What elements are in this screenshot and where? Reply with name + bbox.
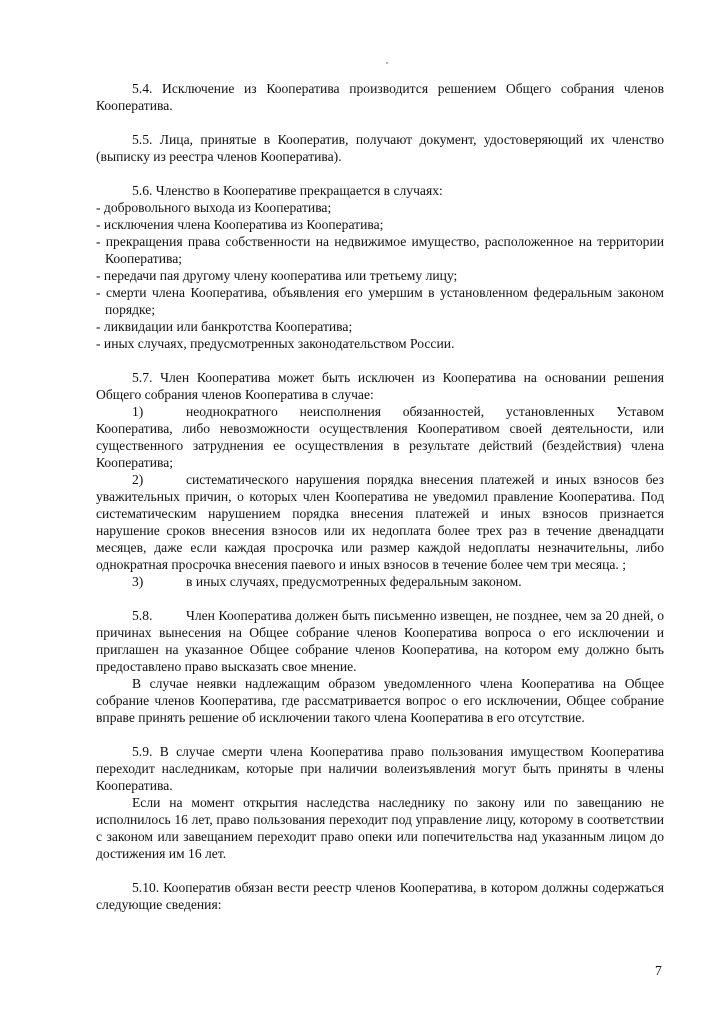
item-text: систематического нарушения порядка внесения платежей и иных взносов без уважительных причин, о которых член Кооператива не уведомил правление Кооператива. Под систематическим нарушением порядка внесения платежей и иных взносов признается нарушение сроков внесения взносов или их недоплата более трех раз в течение двенадцати месяцев, даже если каждая просрочка или размер каждой недоплаты незначительны, либо однократная просрочка внесения паевого и иных взносов в течение более чем три месяца. ;: [96, 472, 664, 572]
item-number: 2): [132, 472, 144, 487]
list-item: - передачи пая другому члену кооператива или третьему лицу;: [96, 268, 458, 283]
clause-5-9: 5.9. В случае смерти члена Кооператива право пользования имуществом Кооператива переходит наследникам, которые при наличии волеизъявления могут быть приняты в члены Кооператива.: [96, 744, 664, 793]
clause-5-9-b: Если на момент открытия наследства наследнику по закону или по завещанию не исполнилось 16 лет, право пользования переходит под управление лицу, которому в соответствии с законом или завещанием переходит право опеки или попечительства над указанным лицом до достижения им 16 лет.: [96, 795, 664, 861]
item-number: 1): [132, 404, 144, 419]
item-text: в иных случаях, предусмотренных федеральным законом.: [186, 574, 522, 589]
list-item: - прекращения права собственности на недвижимое имущество, расположенное на территории Кооператива;: [96, 234, 664, 266]
clause-5-8: [96, 607, 664, 675]
clause-5-8-b: В случае неявки надлежащим образом уведомленного члена Кооператива на Общее собрание членов Кооператива, где рассматривается вопрос о его исключении, Общее собрание вправе принять решение об исключении такого члена Кооператива в его отсутствие.: [96, 676, 664, 725]
clause-5-7-intro: 5.7. Член Кооператива может быть исключен из Кооператива на основании решения Общего собрания членов Кооператива в случае:: [96, 370, 664, 402]
list-item: - ликвидации или банкротства Кооператива;: [96, 319, 353, 334]
list-item: - иных случаях, предусмотренных законодательством России.: [96, 336, 455, 351]
list-item: - смерти члена Кооператива, объявления его умершим в установленном федеральным законом порядке;: [96, 285, 664, 317]
clause-5-7-item-1: [96, 403, 664, 471]
list-item: - добровольного выхода из Кооператива;: [96, 200, 332, 215]
item-text: неоднократного неисполнения обязанностей, установленных Уставом Кооператива, либо невозможности осуществления Кооперативом своей деятельности, или существенного затруднения ее осуществления в результате действий (бездействия) члена Кооператива;: [96, 404, 664, 470]
clause-5-5: 5.5. Лица, принятые в Кооператив, получают документ, удостоверяющий их членство (выписку из реестра членов Кооператива).: [96, 132, 664, 164]
scan-speck: [386, 62, 388, 64]
clause-text: Член Кооператива должен быть письменно извещен, не позднее, чем за 20 дней, о причинах вынесения на Общее собрание членов Кооператива вопроса о его исключении и приглашен на указанное Общее собрание членов Кооператива, на котором ему должно быть предоставлено право высказать свое мнение.: [96, 608, 664, 674]
page-number: 7: [655, 963, 662, 978]
list-item: - исключения члена Кооператива из Кооператива;: [96, 217, 384, 232]
document-body: [96, 80, 664, 913]
clause-5-10: 5.10. Кооператив обязан вести реестр членов Кооператива, в котором должны содержаться следующие сведения:: [96, 880, 664, 912]
clause-5-6-list: [96, 199, 664, 352]
item-number: 3): [132, 574, 144, 589]
clause-5-6-intro: 5.6. Членство в Кооперативе прекращается в случаях:: [132, 183, 443, 198]
clause-number: 5.8.: [132, 608, 153, 623]
clause-5-4: 5.4. Исключение из Кооператива производится решением Общего собрания членов Кооператива.: [96, 81, 664, 113]
clause-5-7-item-3: [96, 573, 664, 590]
clause-5-7-item-2: [96, 471, 664, 573]
